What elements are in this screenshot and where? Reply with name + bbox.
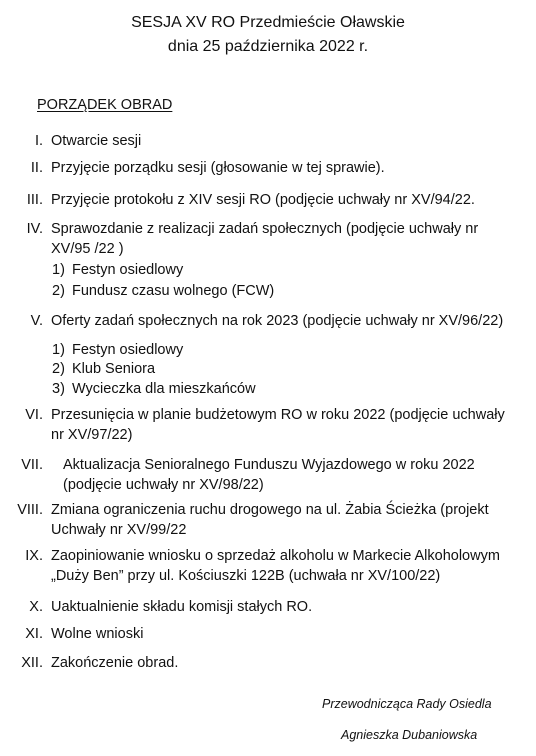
document-title: SESJA XV RO Przedmieście Oławskie	[131, 14, 405, 31]
subitem-label: Klub Seniora	[72, 361, 156, 377]
item-text: Otwarcie sesji	[51, 133, 142, 149]
document-date: dnia 25 października 2022 r.	[167, 38, 369, 55]
subitem	[52, 261, 183, 279]
item-number: II.	[30, 160, 43, 176]
item-text: Aktualizacja Senioralnego Funduszu Wyjazdowego w roku 2022	[63, 457, 475, 473]
item-text: Uaktualnienie składu komisji stałych RO.	[51, 599, 313, 615]
item-text: Oferty zadań społecznych na rok 2023 (podjęcie uchwały nr XV/96/22)	[51, 313, 504, 329]
item-text: Wolne wnioski	[51, 626, 144, 642]
item-text: Zmiana ograniczenia ruchu drogowego na ul. Żabia Ścieżka (projekt	[51, 502, 489, 518]
item-text: Przyjęcie protokołu z XIV sesji RO (podjęcie uchwały nr XV/94/22.	[51, 192, 475, 208]
subitem-number: 1)	[52, 262, 65, 278]
item-number: V.	[30, 313, 43, 329]
signature-name: Agnieszka Dubaniowska	[341, 728, 478, 742]
item-number: IV.	[26, 221, 43, 237]
item-text: Zaopiniowanie wniosku o sprzedaż alkoholu w Markecie Alkoholowym	[51, 548, 500, 564]
item-number: I.	[34, 133, 43, 149]
item-text-continuation: (podjęcie uchwały nr XV/98/22)	[63, 477, 264, 493]
item-text-continuation: XV/95 /22 )	[51, 241, 124, 257]
subitem-number: 2)	[52, 283, 65, 299]
agenda-heading: PORZĄDEK OBRAD	[37, 97, 173, 113]
subitem	[52, 360, 155, 378]
signature-role: Przewodnicząca Rady Osiedla	[322, 697, 492, 711]
subitem	[52, 282, 274, 300]
subitem-label: Wycieczka dla mieszkańców	[72, 381, 256, 397]
item-text: Zakończenie obrad.	[51, 655, 179, 671]
item-number: VII.	[21, 457, 43, 473]
item-text-continuation: nr XV/97/22)	[51, 427, 133, 443]
item-text-continuation: Uchwały nr XV/99/22	[51, 522, 187, 538]
subitem-number: 3)	[52, 381, 65, 397]
subitem-number: 1)	[52, 342, 65, 358]
item-number: VI.	[25, 407, 43, 423]
subitem-label: Fundusz czasu wolnego (FCW)	[72, 283, 275, 299]
item-text: Przesunięcia w planie budżetowym RO w roku 2022 (podjęcie uchwały	[51, 407, 505, 423]
subitem-label: Festyn osiedlowy	[72, 342, 184, 358]
item-text: Przyjęcie porządku sesji (głosowanie w tej sprawie).	[51, 160, 385, 176]
item-number: VIII.	[17, 502, 43, 518]
subitem-label: Festyn osiedlowy	[72, 262, 184, 278]
item-text: Sprawozdanie z realizacji zadań społecznych (podjęcie uchwały nr	[51, 221, 479, 237]
item-number: XI.	[25, 626, 43, 642]
subitem	[52, 380, 256, 398]
item-number: III.	[26, 192, 43, 208]
subitem-number: 2)	[52, 361, 65, 377]
item-text-continuation: „Duży Ben” przy ul. Kościuszki 122B (uchwała nr XV/100/22)	[51, 568, 441, 584]
item-number: X.	[29, 599, 43, 615]
item-number: XII.	[21, 655, 43, 671]
item-number: IX.	[25, 548, 43, 564]
subitem	[52, 341, 183, 359]
